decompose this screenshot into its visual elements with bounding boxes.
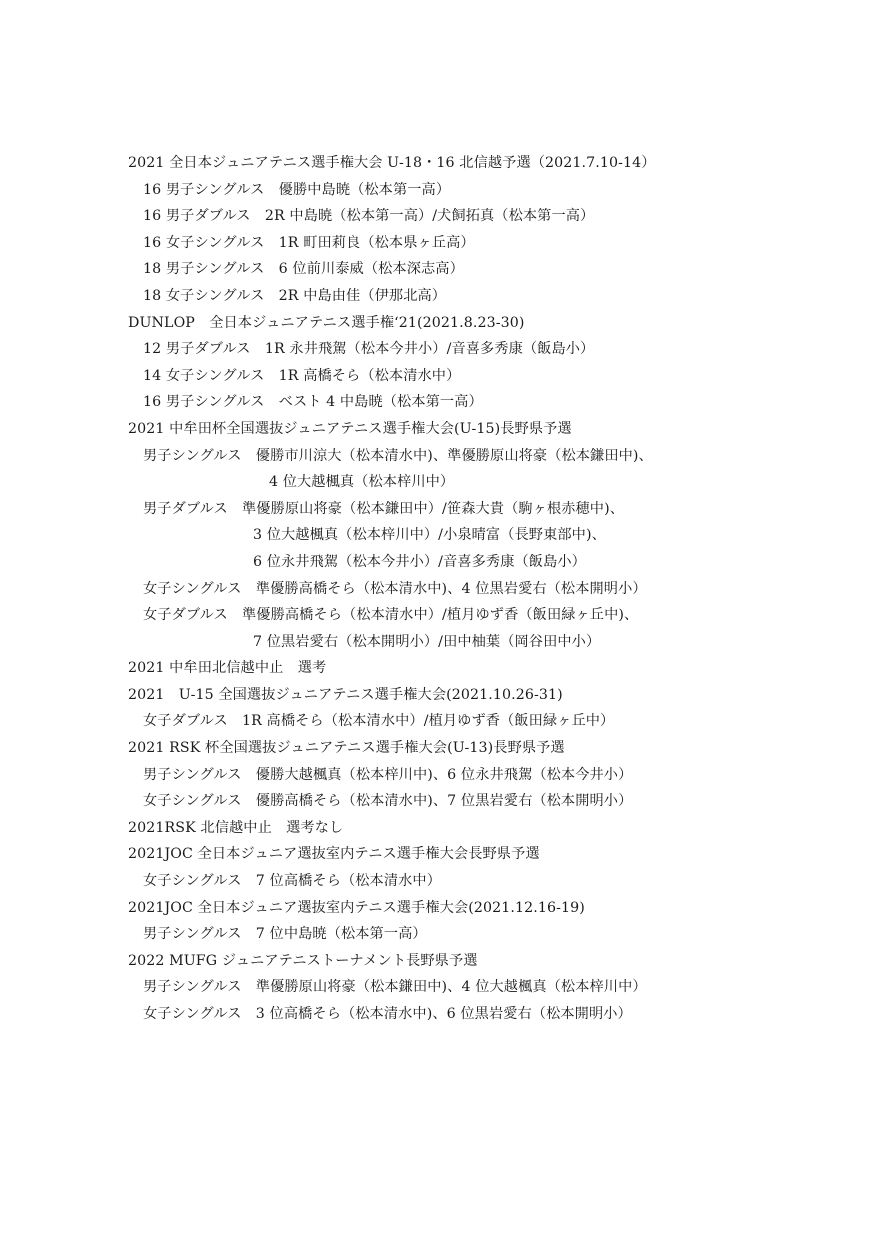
result-line: 16 男子シングルス ベスト 4 中島暁（松本第一高） [143, 394, 483, 411]
result-line: 16 男子ダブルス 2R 中島暁（松本第一高）/犬飼拓真（松本第一高） [143, 208, 595, 225]
result-line: 16 女子シングルス 1R 町田莉良（松本県ヶ丘高） [143, 234, 475, 251]
result-line: 女子シングルス 7 位高橋そら（松本清水中） [143, 873, 441, 890]
result-line: 男子シングルス 7 位中島暁（松本第一高） [143, 926, 427, 943]
result-line: 18 男子シングルス 6 位前川泰威（松本深志高） [143, 261, 464, 278]
result-line: 女子シングルス 3 位高橋そら（松本清水中)、6 位黒岩愛右（松本開明小） [143, 1006, 632, 1022]
result-line: 女子ダブルス 1R 高橋そら（松本清水中）/植月ゆず香（飯田緑ヶ丘中） [143, 713, 615, 730]
result-line: 7 位黒岩愛右（松本開明小）/田中柚葉（岡谷田中小） [253, 633, 601, 650]
result-line: 18 女子シングルス 2R 中島由佳（伊那北高） [143, 287, 447, 304]
result-line: 女子シングルス 優勝高橋そら（松本清水中)、7 位黒岩愛右（松本開明小） [143, 793, 633, 810]
tournament-heading: DUNLOP 全日本ジュニアテニス選手権‘21(2021.8.23-30) [128, 314, 525, 331]
result-line: 女子シングルス 準優勝高橋そら（松本清水中)、4 位黒岩愛右（松本開明小） [143, 580, 647, 597]
result-line: 女子ダブルス 準優勝高橋そら（松本清水中）/植月ゆず香（飯田緑ヶ丘中)、 [143, 607, 639, 624]
result-line: 男子シングルス 優勝市川涼大（松本清水中)、準優勝原山将豪（松本鎌田中)、 [143, 447, 653, 464]
result-line: 16 男子シングルス 優勝中島暁（松本第一高） [143, 181, 451, 198]
tournament-heading: 2021 中牟田杯全国選抜ジュニアテニス選手権大会(U-15)長野県予選 [128, 420, 572, 437]
result-line: 4 位大越楓真（松本梓川中） [269, 474, 455, 491]
tournament-heading: 2021 U-15 全国選抜ジュニアテニス選手権大会(2021.10.26-31) [128, 686, 563, 703]
result-line: 12 男子ダブルス 1R 永井飛駕（松本今井小）/音喜多秀康（飯島小） [143, 341, 595, 358]
result-line: 男子シングルス 優勝大越楓真（松本梓川中)、6 位永井飛駕（松本今井小） [143, 766, 633, 783]
tournament-heading: 2022 MUFG ジュニアテニストーナメント長野県予選 [128, 952, 478, 969]
tournament-heading: 2021 全日本ジュニアテニス選手権大会 U-18・16 北信越予選（2021.7.10-14） [128, 155, 656, 171]
tournament-heading: 2021RSK 北信越中止 選考なし [128, 819, 344, 836]
result-line: 男子ダブルス 準優勝原山将豪（松本鎌田中）/笹森大貴（駒ヶ根赤穂中)、 [143, 500, 625, 517]
result-line: 14 女子シングルス 1R 高橋そら（松本清水中） [143, 367, 461, 384]
results-list [128, 150, 868, 1028]
tournament-heading: 2021 中牟田北信越中止 選考 [128, 660, 327, 677]
tournament-heading: 2021JOC 全日本ジュニア選抜室内テニス選手権大会長野県予選 [128, 846, 540, 863]
result-line: 3 位大越楓真（松本梓川中）/小泉晴富（長野東部中)、 [253, 527, 606, 544]
tournament-heading: 2021JOC 全日本ジュニア選抜室内テニス選手権大会(2021.12.16-19) [128, 899, 585, 916]
result-line: 6 位永井飛駕（松本今井小）/音喜多秀康（飯島小） [253, 553, 586, 570]
tournament-heading: 2021 RSK 杯全国選抜ジュニアテニス選手権大会(U-13)長野県予選 [128, 740, 565, 757]
result-line: 男子シングルス 準優勝原山将豪（松本鎌田中)、4 位大越楓真（松本梓川中） [143, 979, 647, 996]
